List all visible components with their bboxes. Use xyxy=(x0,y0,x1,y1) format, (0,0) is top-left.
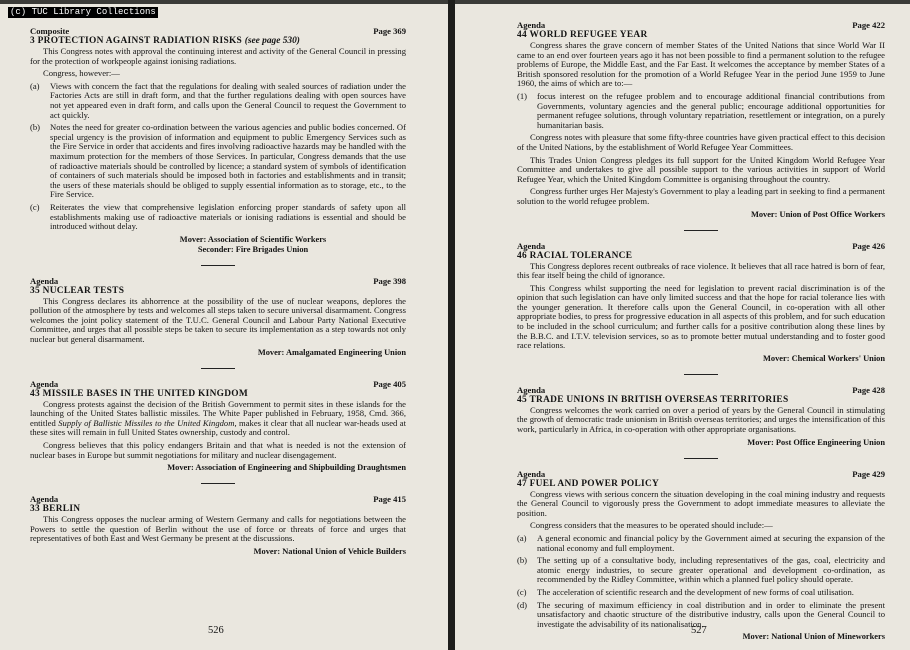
right-page-content xyxy=(517,20,885,642)
section-title: 47 FUEL AND POWER POLICY xyxy=(517,478,660,489)
list-item: (a) A general economic and financial policy by the Government aimed at securing the expansion of the national economy and full employment. xyxy=(517,533,885,553)
section-page-ref: Page 369 xyxy=(373,26,406,36)
section-header xyxy=(30,379,406,389)
section-label: Agenda xyxy=(517,240,546,251)
resolution-radiation-risks xyxy=(30,26,406,255)
list-item: (1) focus interest on the refugee problem and to encourage additional financial contributions from Governments, voluntary agencies and the general public; encourage additional opportunities for permanent refugee solutions, through voluntary repatriation, resettlement or integration, on a purely humanitarian basis. xyxy=(517,90,885,130)
section-label: Agenda xyxy=(30,494,59,505)
section-divider xyxy=(684,230,718,231)
section-header xyxy=(30,494,406,504)
mover-line: Mover: National Union of Vehicle Builders xyxy=(253,547,406,556)
section-page-ref: Page 398 xyxy=(373,275,406,286)
list-item: (b) Notes the need for greater co-ordination between the various agencies and public bodies concerned. Of special urgency is the provision of information and equipment to public Emergency Services such as the Fire Service in order that accidents and fires involving radioactive hazards may be handled with the maximum protection for the members of those Services. In particular, Congress demands that the use of radioactive materials should be controlled by licence; a standard system of symbols of identification of containers of such materials should be imposed both in factories and establishments and in transit; the users of these materials should be obliged to supply essential information as to storage, etc., to the Fire Service. xyxy=(30,122,406,200)
paragraph: Congress considers that the measures to be operated should include:— xyxy=(530,520,773,531)
list-item: (b) The setting up of a consultative body, including representatives of the gas, coal, electricity and atomic energy industries, to secure greater operational and development co-ordination, as recommended by the Ridley Committee, within which a planned fuel policy should operate. xyxy=(517,555,885,585)
section-page-ref: Page 422 xyxy=(852,20,885,30)
section-divider xyxy=(684,374,718,375)
paragraph: This Congress whilst supporting the need for legislation to prevent racial discrimination is of the opinion that such legislation can have only limited success and that the hope for racial tolerance lies with the younger generation. It therefore calls upon the General Council, in co-operation with all other appropriate bodies, to press for progressive education in all aspects of this problem, and for such education to be included in the school curriculum; and further calls for a positive contribution along these lines by the B.B.C. and I.T.V. television services, so as to promote better mutual understanding and to foster good race relations. xyxy=(517,282,885,351)
resolution-nuclear-tests xyxy=(30,276,406,358)
mover-line: Mover: Association of Scientific Workers xyxy=(179,234,327,244)
item-list xyxy=(30,82,406,232)
white-paper-title: Supply of Ballistic Missiles to the United Kingdom xyxy=(58,417,235,428)
section-header xyxy=(517,385,885,395)
section-page-ref: Page 405 xyxy=(373,378,406,389)
list-item: (c) Reiterates the view that comprehensive legislation enforcing proper standards of safety upon all establishments making use of radioactive materials or ionising radiations is essential and should be introduced without delay. xyxy=(30,201,406,232)
paragraph: This Congress notes with approval the continuing interest and activity of the General Council in pressing for the protection of workpeople against ionising radiations. xyxy=(30,46,406,66)
section-header xyxy=(517,20,885,30)
section-label: Composite xyxy=(30,26,70,36)
section-divider xyxy=(201,483,235,484)
section-divider xyxy=(201,368,235,369)
section-label: Agenda xyxy=(517,468,546,479)
left-page-content xyxy=(30,26,406,557)
left-page xyxy=(0,4,448,650)
section-page-ref: Page 415 xyxy=(373,494,406,505)
section-header xyxy=(30,26,406,36)
section-title: 35 NUCLEAR TESTS xyxy=(30,285,125,296)
section-title: 43 MISSILE BASES IN THE UNITED KINGDOM xyxy=(30,388,249,399)
seconder-line: Seconder: Fire Brigades Union xyxy=(197,244,309,254)
section-page-ref: Page 426 xyxy=(852,240,885,251)
paragraph: Congress welcomes the work carried on over a period of years by the General Council in stimulating the growth of democratic trade unionism in British overseas territories; and urges the intensification of this work, particularly in Africa, in co-operation with other appropriate organisations. xyxy=(517,404,885,435)
paragraph: This Trades Union Congress pledges its full support for the United Kingdom World Refugee Year Committee and undertakes to give all possible support to the various activities in support of World Refugee Year, which the United Kingdom Committee is organising throughout the country. xyxy=(517,154,885,184)
section-title: 45 TRADE UNIONS IN BRITISH OVERSEAS TERRITORIES xyxy=(517,394,789,405)
section-label: Agenda xyxy=(30,275,59,286)
paragraph: Congress further urges Her Majesty's Government to play a leading part in seeking to find a permanent solution to the world refugee problem. xyxy=(517,186,885,206)
paragraph: This Congress deplores recent outbreaks of race violence. It believes that all race hatred is born of fear, this fear itself being the child of ignorance. xyxy=(517,260,885,281)
mover-line: Mover: Union of Post Office Workers xyxy=(750,209,885,219)
list-item: (d) The securing of maximum efficiency in coal distribution and in order to eliminate the present unsatisfactory and chaotic structure of the distributive industry, calls upon the General Council to investigate the advisability of its nationalisation. xyxy=(517,599,885,629)
section-divider xyxy=(684,458,718,459)
section-label: Agenda xyxy=(517,20,546,30)
mover-line: Mover: Chemical Workers' Union xyxy=(763,353,885,363)
section-title: 33 BERLIN xyxy=(30,504,81,515)
paragraph: Congress views with serious concern the situation developing in the coal mining industry and requests the General Council to vigorously press the Government to adopt immediate measures to alleviate the position. xyxy=(517,488,885,518)
paragraph: Congress protests against the decision of the British Government to permit sites in these islands for the launching of the United States ballistic missiles. The White Paper published in February, 1958, Cmd. 366, entitled Supply of Ballistic Missiles to the United Kingdom, makes it clear that all nuclear war-heads used at these sites will remain in full United States ownership, custody and control. xyxy=(30,398,407,438)
resolution-fuel-and-power xyxy=(517,469,885,643)
resolution-overseas-trade-unions xyxy=(517,385,885,448)
resolution-racial-tolerance xyxy=(517,241,885,364)
book-gutter xyxy=(448,0,455,650)
cross-reference: (see page 530) xyxy=(244,36,300,46)
page-number: 527 xyxy=(691,625,707,636)
resolution-missile-bases xyxy=(30,379,406,474)
section-divider xyxy=(201,265,235,266)
paragraph: Congress, however:— xyxy=(43,68,120,79)
page-number: 526 xyxy=(208,625,224,636)
resolution-berlin xyxy=(30,494,406,557)
paragraph: Congress shares the grave concern of member States of the United Nations that since World War II came to an end over fourteen years ago it has not been possible to find a permanent solution to the refugee problems of Europe, the Middle East, and the Far East. It welcomes the acceptance by member States of a British sponsored resolution for the promotion of a World Refugee Year in the period June 1959 to June 1960, the aims of which are to:— xyxy=(517,40,885,89)
list-item: (a) Views with concern the fact that the regulations for dealing with sealed sources of radiation under the Factories Acts are still in draft form, and that the further regulations dealing with open sources have not yet appeared even in draft form, and calls upon the General Council to request the Government to act quickly. xyxy=(30,80,406,120)
section-title: 44 WORLD REFUGEE YEAR xyxy=(517,30,648,40)
section-header xyxy=(517,469,885,479)
section-label: Agenda xyxy=(30,378,59,389)
section-label: Agenda xyxy=(517,384,546,395)
paragraph: This Congress opposes the nuclear arming of Western Germany and calls for negotiations between the Powers to settle the question of Berlin without the use of force or threats of force and urges that representatives of both East and West Germany be present at the discussions. xyxy=(30,514,406,544)
section-page-ref: Page 429 xyxy=(852,468,885,479)
mover-line: Mover: Post Office Engineering Union xyxy=(747,437,885,447)
mover-line: Mover: National Union of Mineworkers xyxy=(742,632,885,642)
paragraph: This Congress declares its abhorrence at the possibility of the use of nuclear weapons, deplores the pollution of the atmosphere by tests and welcomes all steps taken to secure universal disarmament. Congress welcomes the joint policy statement of the T.U.C. General Council and Labour Party National Executive Committee, and urges that all possible steps be taken to secure its implementation as a step towards not only nuclear but general disarmament. xyxy=(30,295,406,345)
section-header xyxy=(517,241,885,251)
section-header xyxy=(30,276,406,286)
section-title: 46 RACIAL TOLERANCE xyxy=(517,250,633,261)
mover-line: Mover: Amalgamated Engineering Union xyxy=(257,347,406,357)
paragraph: Congress believes that this policy endangers Britain and that what is needed is not the extension of nuclear bases in Europe but summit negotiations for military and nuclear disengagement. xyxy=(30,440,406,460)
mover-line: Mover: Association of Engineering and Shipbuilding Draughtsmen xyxy=(167,463,406,473)
copyright-banner: (c) TUC Library Collections xyxy=(10,7,156,17)
right-page xyxy=(455,4,910,650)
item-list xyxy=(517,534,885,629)
section-title: 3 PROTECTION AGAINST RADIATION RISKS (see page 530) xyxy=(30,36,300,46)
item-list xyxy=(517,92,885,130)
paragraph: Congress notes with pleasure that some fifty-three countries have given practical effect to this decision of the United Nations, by the establishment of World Refugee Year Committees. xyxy=(517,132,885,152)
resolution-world-refugee-year xyxy=(517,20,885,220)
section-page-ref: Page 428 xyxy=(852,384,885,395)
list-item: (c) The acceleration of scientific research and the development of new forms of coal utilisation. xyxy=(517,586,854,597)
